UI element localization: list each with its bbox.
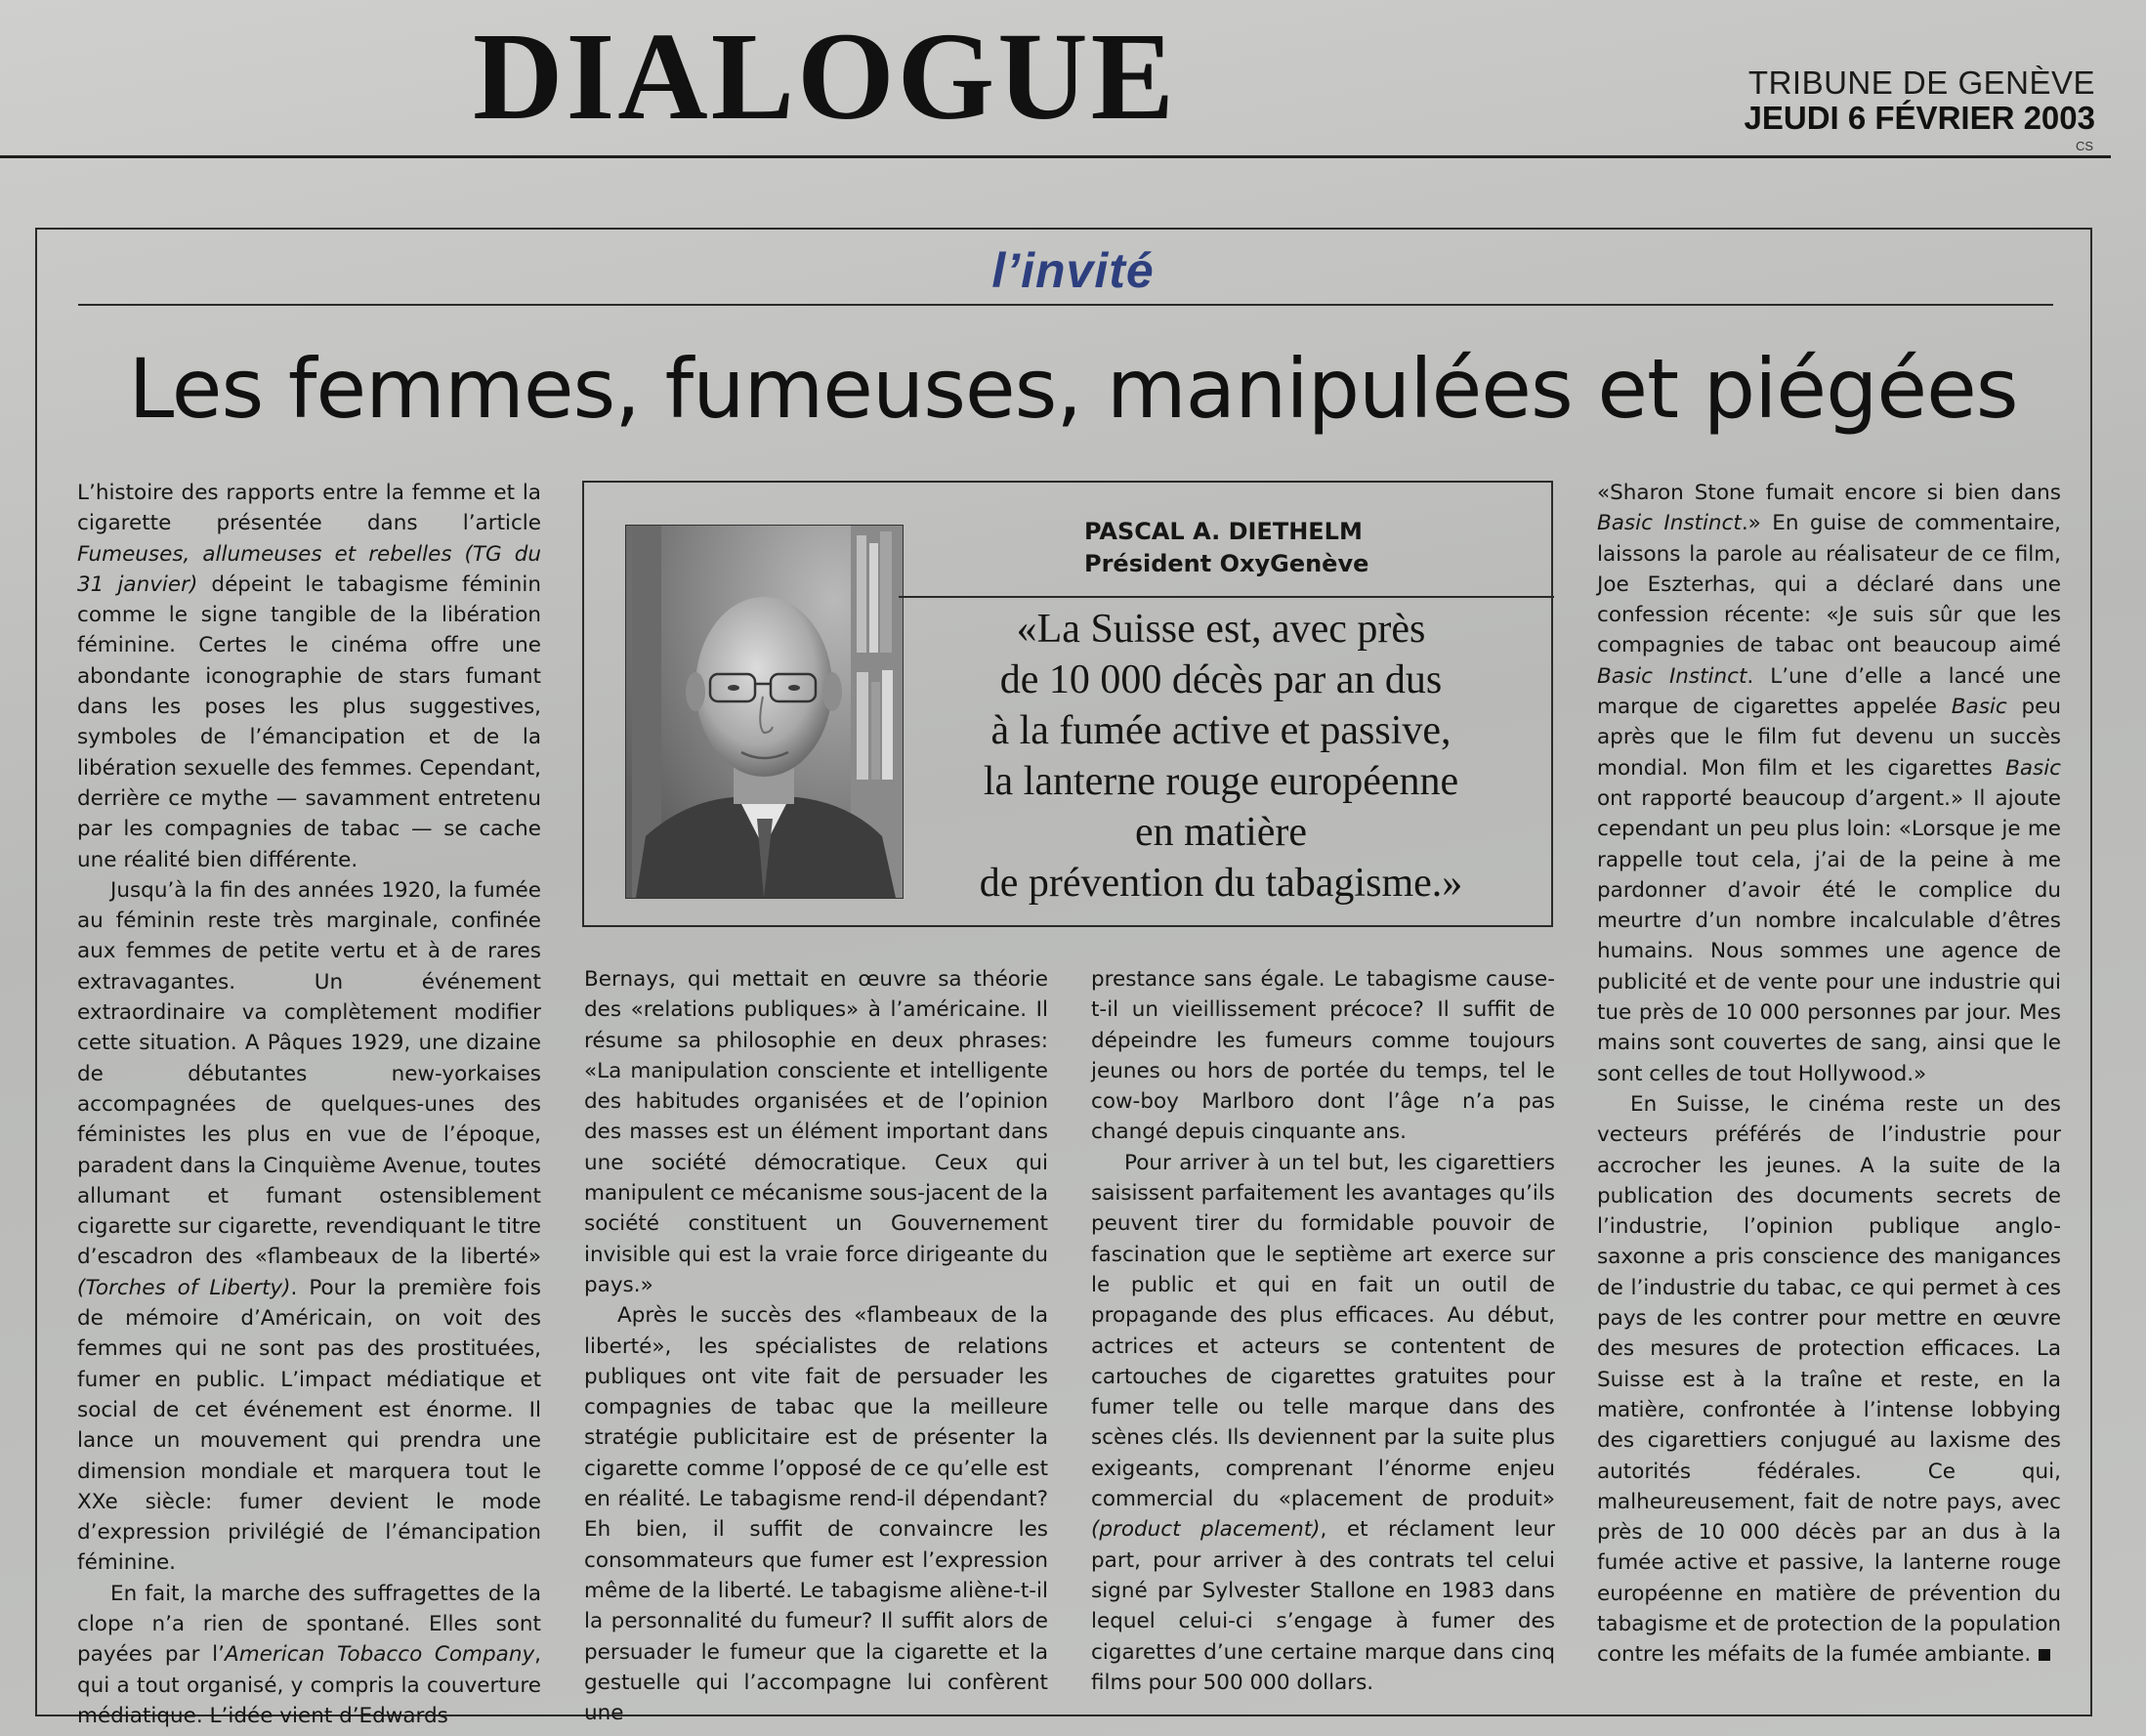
- author-title: Président OxyGenève: [1084, 550, 1369, 577]
- paragraph: [77, 1579, 541, 1731]
- film-title: Basic Instinct: [1597, 511, 1742, 536]
- article-headline: Les femmes, fumeuses, manipulées et piégées: [128, 341, 2018, 437]
- text-run: , qui a tout organisé, y compris la couverture médiatique. L’idée vient d’Edwards: [77, 1642, 542, 1728]
- italic-run: (product placement): [1091, 1517, 1321, 1543]
- section-rubric: DIALOGUE: [473, 7, 1177, 146]
- article-reference: Fumeuses, allumeuses et rebelles (TG du 31 janvier): [77, 541, 541, 597]
- pull-quote-line: «La Suisse est, avec près: [1016, 607, 1426, 652]
- brand-name: Basic: [1951, 695, 2007, 720]
- pull-quote-line: la lanterne rouge européenne: [983, 759, 1459, 804]
- column-kicker: l’invité: [991, 243, 1155, 298]
- paragraph: Après le succès des «flambeaux de la liberté», les spécialistes de relations publiques ont vite fait de persuader les compagnies de tabac que la meilleure stratégie publicitaire est de présenter la cigarette comme l’opposé de ce qu’elle est en réalité. Le tabagisme rend-il dépendant? Eh bien, il suffit de convaincre les consommateurs que fumer est l’expression même de la liberté. Le tabagisme aliène-t-il la personnalité du fumeur? Il suffit alors de persuader le fumeur que la cigarette et la gestuelle qui l’accompagne lui confèrent une: [584, 1303, 1048, 1726]
- text-run: En fait, la marche des suffragettes de la clope n’a rien de spontané. Elles sont payées par l’: [77, 1581, 541, 1668]
- pull-quote-line: de prévention du tabagisme.»: [979, 861, 1463, 906]
- end-of-article-mark: [2039, 1649, 2050, 1661]
- paragraph: Bernays, qui mettait en œuvre sa théorie des «relations publiques» à l’américaine. Il résume sa philosophie en deux phrases: «La manipulation consciente et intelligente des habitudes organisées et de l’opinion des masses est un élément important dans une société démocratique. Ceux qui manipulent ce mécanisme sous-jacent de la société constituent un Gouvernement invisible qui est la vraie force dirigeante du pays.»: [584, 967, 1048, 1297]
- text-run: L’histoire des rapports entre la femme et la cigarette présentée dans l’article: [77, 481, 541, 536]
- portrait-illustration: [626, 526, 903, 898]
- paragraph: [1597, 1089, 2061, 1671]
- quote-rule: [899, 596, 1554, 598]
- author-photo: [625, 525, 904, 899]
- paragraph: [77, 478, 541, 875]
- text-run: ont rapporté beaucoup d’argent.» Il ajoute cependant un peu plus loin: «Lorsque je me rappelle tout cela, j’ai de la peine à me pardonner d’avoir été le complice du meurtre d’un nombre incalculable d’êtres humains. Nous sommes une agence de publicité et de vente pour une industrie qui tue près de 10 000 personnes par jour. Mes mains sont couvertes de sang, ainsi que le sont celles de tout Hollywood.»: [1597, 785, 2061, 1086]
- newspaper-name: TRIBUNE DE GENÈVE: [1747, 64, 2095, 101]
- text-run: . Pour la première fois de mémoire d’Américain, on voit des femmes qui ne sont pas des prostituées, fumer en public. L’impact médiatique et social de cet événement est énorme. Il lance un mouvement qui prendra une dimension mondiale et marquera tout le XXe siècle: fumer devient le mode d’expression privilégié de l’émancipation féminine.: [77, 1275, 541, 1576]
- body-column-1: [77, 478, 541, 1731]
- paragraph: [1597, 478, 2061, 1089]
- text-run: En Suisse, le cinéma reste un des vecteurs préférés de l’industrie pour accrocher les jeunes. A la suite de la publication des documents secrets de l’industrie, l’opinion publique anglo-saxonne a pris conscience des manigances de l’industrie du tabac, ce qui permet à ces pays de les contrer pour mettre en œuvre des mesures de protection efficaces. La Suisse est à la traîne et reste, en la matière, confrontée à l’intense lobbying des cigarettiers conjugué au laxisme des autorités fédérales. Ce qui, malheureusement, fait de notre pays, avec près de 10 000 décès par an dus à la fumée active et passive, la lanterne rouge européenne en matière de prévention du tabagisme et de protection de la population contre les méfaits de la fumée ambiante.: [1597, 1091, 2061, 1668]
- text-run: . L’une d’elle a lancé une marque de cigarettes appelée: [1597, 663, 2061, 720]
- text-run: dépeint le tabagisme féminin comme le signe tangible de la libération féminine. Certes le cinéma offre une abondante iconographie de stars fumant dans les poses les plus suggestives, symboles de l’émancipation et de la libération sexuelle des femmes. Cependant, derrière ce mythe — savamment entretenu par les compagnies de tabac — se cache une réalité bien différente.: [77, 572, 541, 872]
- body-column-3: [1091, 964, 1555, 1698]
- text-run: Jusqu’à la fin des années 1920, la fumée au féminin reste très marginale, confinée aux femmes de petite vertu et à de rares extravagantes. Un événement extraordinaire va complètement modifier cette situation. A Pâques 1929, une dizaine de débutantes new-yorkaises accompagnées de quelques-unes des féministes les plus en vue de l’époque, paradent dans la Cinquième Avenue, toutes allumant et fumant ostensiblement cigarette sur cigarette, revendiquant le titre d’escadron des «flambeaux de la liberté»: [77, 877, 541, 1270]
- italic-run: (Torches of Liberty): [77, 1275, 291, 1300]
- paragraph: [77, 875, 541, 1579]
- italic-run: American Tobacco Company: [225, 1642, 535, 1668]
- author-name: PASCAL A. DIETHELM: [1084, 518, 1363, 545]
- body-column-2: [584, 964, 1048, 1728]
- film-title: Basic Instinct: [1597, 663, 1747, 689]
- text-run: .» En guise de commentaire, laissons la parole au réalisateur de ce film, Joe Eszterhas, qui a déclaré dans une confession récente: «Je suis sûr que les compagnies de tabac ont beaucoup aimé: [1597, 511, 2061, 658]
- kicker-rule: [78, 304, 2053, 306]
- pull-quote: [913, 604, 1529, 909]
- paragraph: prestance sans égale. Le tabagisme cause-t-il un vieillissement précoce? Il suffit de dépeindre les fumeurs comme toujours jeunes ou hors de portée du temps, tel le cow-boy Marlboro dont l’âge n’a pas changé depuis cinquante ans.: [1091, 967, 1555, 1145]
- body-column-4: [1597, 478, 2061, 1671]
- masthead-rule: [0, 155, 2111, 158]
- text-run: Pour arriver à un tel but, les cigarettiers saisissent parfaitement les avantages qu’ils peuvent tirer du formidable pouvoir de fascination que le septième art exerce sur le public et qui en fait un outil de propagande des plus efficaces. Au début, actrices et acteurs se contentent de cartouches de cigarettes gratuites pour fumer telle ou telle marque dans des scènes clés. Ils deviennent par la suite plus exigeants, comprenant l’énorme enjeu commercial du «placement de produit»: [1091, 1150, 1555, 1512]
- text-run: «Sharon Stone fumait encore si bien dans: [1597, 481, 2061, 505]
- pull-quote-line: à la fumée active et passive,: [990, 708, 1452, 753]
- pull-quote-line: en matière: [1134, 810, 1308, 855]
- brand-name: Basic: [2005, 755, 2061, 781]
- paragraph: [1091, 1148, 1555, 1698]
- publication-date: JEUDI 6 FÉVRIER 2003: [1744, 100, 2095, 136]
- pull-quote-line: de 10 000 décès par an dus: [999, 657, 1443, 702]
- text-run: peu après que le film fut devenu un succès mondial. Mon film et les cigarettes: [1597, 695, 2062, 781]
- edition-mark: CS: [2075, 139, 2093, 153]
- text-run: , et réclament leur part, pour arriver à des contrats tel celui signé par Sylvester Stallone en 1983 dans lequel celui-ci s’engage à fumer des cigarettes d’une certaine marque dans cinq films pour 500 000 dollars.: [1091, 1517, 1555, 1695]
